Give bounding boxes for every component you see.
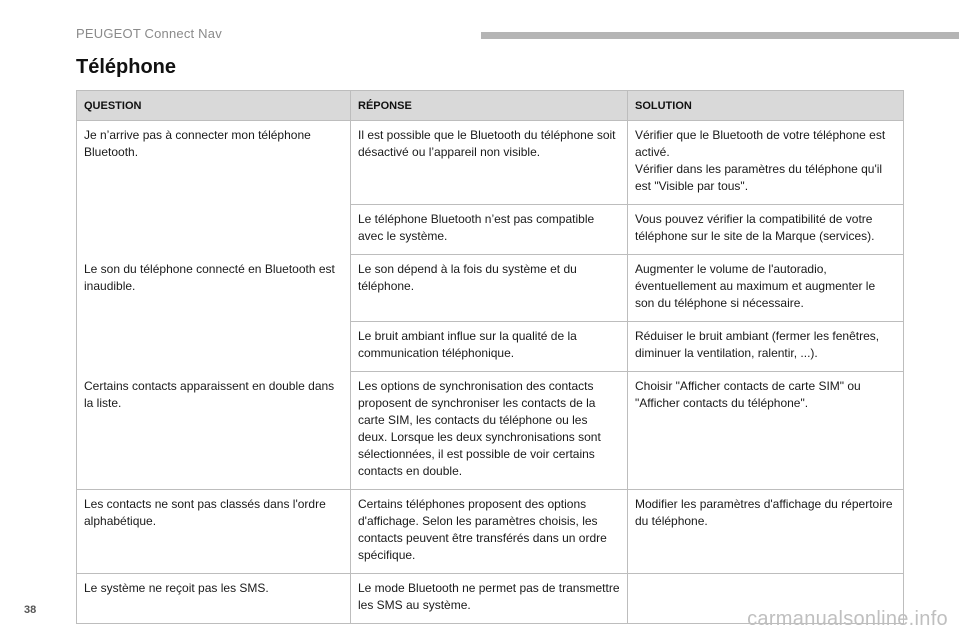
response-cell: Le son dépend à la fois du système et du téléphone.: [351, 255, 628, 322]
response-cell: Il est possible que le Bluetooth du téléphone soit désactivé ou l’appareil non visible.: [351, 121, 628, 205]
troubleshooting-table: [76, 90, 904, 624]
response-cell: Le mode Bluetooth ne permet pas de transmettre les SMS au système.: [351, 574, 628, 624]
response-cell: Le bruit ambiant influe sur la qualité de la communication téléphonique.: [351, 322, 628, 372]
response-cell: Certains téléphones proposent des options d'affichage. Selon les paramètres choisis, les contacts peuvent être transférés dans un ordre spécifique.: [351, 490, 628, 574]
table-row: [77, 490, 904, 574]
solution-cell: Modifier les paramètres d'affichage du répertoire du téléphone.: [628, 490, 904, 574]
table-header-row: [77, 91, 904, 121]
page-title: Téléphone: [76, 56, 177, 78]
solution-cell: Augmenter le volume de l'autoradio, éventuellement au maximum et augmenter le son du téléphone si nécessaire.: [628, 255, 904, 322]
question-cell: Certains contacts apparaissent en double dans la liste.: [77, 372, 351, 490]
response-cell: Le téléphone Bluetooth n’est pas compatible avec le système.: [351, 205, 628, 255]
header-divider-bar: [481, 32, 959, 39]
table-row: [77, 372, 904, 490]
page-number: 38: [24, 604, 37, 616]
watermark: carmanualsonline.info: [747, 608, 948, 630]
header-brand: PEUGEOT Connect Nav: [76, 26, 222, 41]
solution-cell: Vous pouvez vérifier la compatibilité de votre téléphone sur le site de la Marque (services).: [628, 205, 904, 255]
column-header-question: QUESTION: [77, 91, 351, 121]
question-cell: Le système ne reçoit pas les SMS.: [77, 574, 351, 624]
table-row: [77, 121, 904, 205]
response-cell: Les options de synchronisation des contacts proposent de synchroniser les contacts de la carte SIM, les contacts du téléphone ou les deux. Lorsque les deux synchronisations sont sélectionnées, il est possible de voir certains contacts en double.: [351, 372, 628, 490]
solution-cell: Réduiser le bruit ambiant (fermer les fenêtres, diminuer la ventilation, ralentir, ...).: [628, 322, 904, 372]
solution-cell: Choisir "Afficher contacts de carte SIM" ou "Afficher contacts du téléphone".: [628, 372, 904, 490]
question-cell: Les contacts ne sont pas classés dans l'ordre alphabétique.: [77, 490, 351, 574]
table-row: [77, 255, 904, 322]
question-cell: Le son du téléphone connecté en Bluetooth est inaudible.: [77, 255, 351, 372]
solution-cell: Vérifier que le Bluetooth de votre téléphone est activé. Vérifier dans les paramètres du téléphone qu'il est "Visible par tous".: [628, 121, 904, 205]
question-cell: Je n’arrive pas à connecter mon téléphone Bluetooth.: [77, 121, 351, 255]
column-header-solution: SOLUTION: [628, 91, 904, 121]
column-header-response: RÉPONSE: [351, 91, 628, 121]
